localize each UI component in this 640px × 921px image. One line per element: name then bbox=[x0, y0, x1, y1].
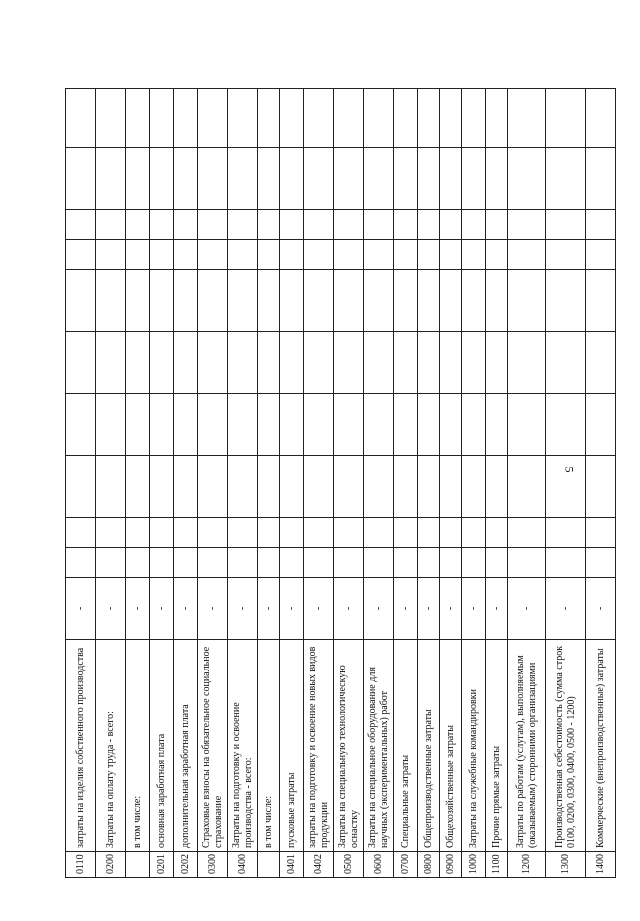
empty-cell bbox=[174, 332, 198, 394]
empty-cell bbox=[394, 548, 418, 578]
row-code: 0600 bbox=[364, 852, 394, 878]
empty-cell bbox=[228, 548, 258, 578]
empty-cell bbox=[150, 210, 174, 240]
empty-cell bbox=[304, 240, 334, 270]
row-code: 0400 bbox=[228, 852, 258, 878]
empty-cell bbox=[304, 394, 334, 456]
empty-cell bbox=[334, 332, 364, 394]
row-value: - bbox=[418, 578, 440, 640]
row-value: - bbox=[440, 578, 462, 640]
empty-cell bbox=[150, 270, 174, 332]
empty-cell bbox=[586, 456, 616, 518]
empty-cell bbox=[96, 89, 126, 148]
row-value: - bbox=[546, 578, 586, 640]
row-name: Коммерческие (внепроизводственные) затраты bbox=[586, 640, 616, 852]
empty-cell bbox=[66, 548, 96, 578]
empty-cell bbox=[462, 270, 486, 332]
empty-cell bbox=[198, 548, 228, 578]
empty-cell bbox=[304, 270, 334, 332]
empty-cell bbox=[508, 548, 546, 578]
empty-cell bbox=[508, 394, 546, 456]
empty-cell bbox=[486, 270, 508, 332]
empty-cell bbox=[280, 210, 304, 240]
empty-cell bbox=[508, 270, 546, 332]
empty-cell bbox=[280, 456, 304, 518]
empty-cell bbox=[198, 240, 228, 270]
empty-cell bbox=[304, 332, 334, 394]
empty-cell bbox=[440, 240, 462, 270]
table-row bbox=[96, 89, 126, 878]
empty-cell bbox=[508, 148, 546, 210]
row-code: 0201 bbox=[150, 852, 174, 878]
empty-cell bbox=[418, 332, 440, 394]
empty-cell bbox=[198, 89, 228, 148]
row-value: - bbox=[66, 578, 96, 640]
empty-cell bbox=[228, 240, 258, 270]
empty-cell bbox=[126, 332, 150, 394]
row-name: основная заработная плата bbox=[150, 640, 174, 852]
row-code: 0401 bbox=[280, 852, 304, 878]
empty-cell bbox=[462, 240, 486, 270]
empty-cell bbox=[586, 210, 616, 240]
empty-cell bbox=[418, 548, 440, 578]
empty-cell bbox=[126, 456, 150, 518]
row-code bbox=[126, 852, 150, 878]
empty-cell bbox=[486, 148, 508, 210]
empty-cell bbox=[462, 332, 486, 394]
empty-cell bbox=[486, 240, 508, 270]
empty-cell bbox=[462, 548, 486, 578]
empty-cell bbox=[418, 240, 440, 270]
rotated-table-wrapper bbox=[65, 88, 606, 878]
table-row bbox=[508, 89, 546, 878]
empty-cell bbox=[508, 210, 546, 240]
empty-cell bbox=[364, 548, 394, 578]
empty-cell bbox=[586, 518, 616, 548]
empty-cell bbox=[364, 89, 394, 148]
row-name: Затраты на специальную технологическую оснастку bbox=[334, 640, 364, 852]
empty-cell bbox=[334, 548, 364, 578]
empty-cell bbox=[198, 394, 228, 456]
table-row bbox=[280, 89, 304, 878]
empty-cell bbox=[126, 148, 150, 210]
empty-cell bbox=[126, 394, 150, 456]
empty-cell bbox=[508, 518, 546, 548]
empty-cell bbox=[304, 89, 334, 148]
empty-cell bbox=[364, 332, 394, 394]
empty-cell bbox=[126, 210, 150, 240]
empty-cell bbox=[462, 456, 486, 518]
empty-cell bbox=[334, 89, 364, 148]
empty-cell bbox=[66, 210, 96, 240]
empty-cell bbox=[198, 332, 228, 394]
row-name: в том числе: bbox=[258, 640, 280, 852]
empty-cell bbox=[486, 548, 508, 578]
row-code bbox=[258, 852, 280, 878]
empty-cell bbox=[364, 148, 394, 210]
empty-cell bbox=[546, 210, 586, 240]
empty-cell bbox=[258, 548, 280, 578]
table-row bbox=[364, 89, 394, 878]
empty-cell bbox=[334, 394, 364, 456]
row-value: - bbox=[364, 578, 394, 640]
empty-cell bbox=[228, 456, 258, 518]
empty-cell bbox=[198, 518, 228, 548]
row-name: в том числе: bbox=[126, 640, 150, 852]
empty-cell bbox=[440, 332, 462, 394]
row-value: - bbox=[394, 578, 418, 640]
empty-cell bbox=[150, 518, 174, 548]
row-code: 0110 bbox=[66, 852, 96, 878]
empty-cell bbox=[486, 89, 508, 148]
row-value: - bbox=[586, 578, 616, 640]
empty-cell bbox=[586, 270, 616, 332]
empty-cell bbox=[508, 240, 546, 270]
empty-cell bbox=[586, 148, 616, 210]
row-value: - bbox=[96, 578, 126, 640]
empty-cell bbox=[546, 240, 586, 270]
empty-cell bbox=[258, 240, 280, 270]
empty-cell bbox=[174, 148, 198, 210]
empty-cell bbox=[228, 89, 258, 148]
row-value: - bbox=[228, 578, 258, 640]
empty-cell bbox=[174, 548, 198, 578]
empty-cell bbox=[96, 210, 126, 240]
row-value: - bbox=[126, 578, 150, 640]
empty-cell bbox=[150, 89, 174, 148]
empty-cell bbox=[394, 456, 418, 518]
empty-cell bbox=[174, 518, 198, 548]
empty-cell bbox=[546, 518, 586, 548]
row-value: - bbox=[334, 578, 364, 640]
empty-cell bbox=[258, 270, 280, 332]
table-row bbox=[586, 89, 616, 878]
table-row bbox=[174, 89, 198, 878]
empty-cell bbox=[304, 148, 334, 210]
empty-cell bbox=[198, 270, 228, 332]
row-code: 0200 bbox=[96, 852, 126, 878]
empty-cell bbox=[440, 456, 462, 518]
table-row bbox=[258, 89, 280, 878]
empty-cell bbox=[418, 518, 440, 548]
empty-cell bbox=[586, 394, 616, 456]
empty-cell bbox=[280, 548, 304, 578]
row-name: затраты на изделия собственного производства bbox=[66, 640, 96, 852]
empty-cell bbox=[304, 548, 334, 578]
empty-cell bbox=[228, 210, 258, 240]
empty-cell bbox=[96, 240, 126, 270]
empty-cell bbox=[486, 210, 508, 240]
row-name: Страховые взносы на обязательное социальное страхование bbox=[198, 640, 228, 852]
row-name: Затраты по работам (услугам), выполняемым (оказываемым) сторонними организациями bbox=[508, 640, 546, 852]
empty-cell bbox=[486, 332, 508, 394]
row-value: - bbox=[258, 578, 280, 640]
empty-cell bbox=[364, 240, 394, 270]
empty-cell bbox=[508, 456, 546, 518]
empty-cell bbox=[364, 518, 394, 548]
empty-cell bbox=[96, 270, 126, 332]
empty-cell bbox=[546, 548, 586, 578]
empty-cell bbox=[198, 210, 228, 240]
table-row bbox=[418, 89, 440, 878]
empty-cell bbox=[126, 270, 150, 332]
row-code: 0202 bbox=[174, 852, 198, 878]
empty-cell bbox=[440, 89, 462, 148]
table-row bbox=[304, 89, 334, 878]
empty-cell bbox=[96, 456, 126, 518]
empty-cell bbox=[546, 394, 586, 456]
empty-cell bbox=[440, 210, 462, 240]
empty-cell bbox=[394, 89, 418, 148]
empty-cell bbox=[508, 89, 546, 148]
empty-cell bbox=[364, 456, 394, 518]
row-code: 0700 bbox=[394, 852, 418, 878]
empty-cell bbox=[334, 270, 364, 332]
row-code: 0500 bbox=[334, 852, 364, 878]
empty-cell bbox=[228, 148, 258, 210]
row-name: Затраты на подготовку и освоение производства - всего: bbox=[228, 640, 258, 852]
row-value: - bbox=[150, 578, 174, 640]
row-code: 1000 bbox=[462, 852, 486, 878]
empty-cell bbox=[258, 210, 280, 240]
empty-cell bbox=[66, 394, 96, 456]
empty-cell bbox=[586, 89, 616, 148]
empty-cell bbox=[486, 394, 508, 456]
empty-cell bbox=[96, 148, 126, 210]
empty-cell bbox=[440, 148, 462, 210]
row-code: 1100 bbox=[486, 852, 508, 878]
empty-cell bbox=[394, 518, 418, 548]
row-name: Затраты на служебные командировки bbox=[462, 640, 486, 852]
empty-cell bbox=[66, 518, 96, 548]
empty-cell bbox=[174, 270, 198, 332]
empty-cell bbox=[546, 89, 586, 148]
empty-cell bbox=[546, 270, 586, 332]
row-value: - bbox=[508, 578, 546, 640]
empty-cell bbox=[394, 270, 418, 332]
empty-cell bbox=[228, 518, 258, 548]
empty-cell bbox=[394, 332, 418, 394]
empty-cell bbox=[462, 89, 486, 148]
empty-cell bbox=[462, 210, 486, 240]
row-code: 1200 bbox=[508, 852, 546, 878]
empty-cell bbox=[546, 148, 586, 210]
empty-cell bbox=[462, 148, 486, 210]
empty-cell bbox=[418, 89, 440, 148]
row-code: 0900 bbox=[440, 852, 462, 878]
table-row bbox=[462, 89, 486, 878]
empty-cell bbox=[440, 518, 462, 548]
row-name: Затраты на оплату труда - всего: bbox=[96, 640, 126, 852]
empty-cell bbox=[150, 456, 174, 518]
empty-cell bbox=[418, 148, 440, 210]
row-name: Общепроизводственные затраты bbox=[418, 640, 440, 852]
empty-cell bbox=[508, 332, 546, 394]
empty-cell bbox=[418, 270, 440, 332]
empty-cell bbox=[280, 518, 304, 548]
empty-cell bbox=[228, 270, 258, 332]
empty-cell bbox=[334, 240, 364, 270]
empty-cell bbox=[228, 394, 258, 456]
empty-cell bbox=[96, 394, 126, 456]
empty-cell bbox=[418, 210, 440, 240]
empty-cell bbox=[66, 270, 96, 332]
empty-cell bbox=[462, 518, 486, 548]
table-row bbox=[486, 89, 508, 878]
empty-cell bbox=[334, 210, 364, 240]
empty-cell bbox=[462, 394, 486, 456]
empty-cell bbox=[66, 148, 96, 210]
empty-cell bbox=[258, 148, 280, 210]
empty-cell bbox=[394, 148, 418, 210]
empty-cell bbox=[66, 89, 96, 148]
empty-cell bbox=[96, 332, 126, 394]
empty-cell bbox=[150, 332, 174, 394]
row-name: Затраты на специальное оборудование для научных (экспериментальных) работ bbox=[364, 640, 394, 852]
row-value: - bbox=[304, 578, 334, 640]
row-name: пусковые затраты bbox=[280, 640, 304, 852]
empty-cell bbox=[304, 456, 334, 518]
empty-cell bbox=[126, 240, 150, 270]
empty-cell bbox=[258, 518, 280, 548]
empty-cell bbox=[150, 394, 174, 456]
empty-cell bbox=[304, 518, 334, 548]
empty-cell bbox=[258, 89, 280, 148]
empty-cell bbox=[440, 394, 462, 456]
empty-cell bbox=[174, 210, 198, 240]
table-row bbox=[546, 89, 586, 878]
empty-cell bbox=[96, 548, 126, 578]
row-code: 0402 bbox=[304, 852, 334, 878]
empty-cell bbox=[486, 456, 508, 518]
empty-cell bbox=[394, 394, 418, 456]
empty-cell bbox=[258, 332, 280, 394]
empty-cell bbox=[280, 270, 304, 332]
table-row bbox=[198, 89, 228, 878]
cost-table bbox=[65, 88, 616, 878]
table-row bbox=[228, 89, 258, 878]
empty-cell bbox=[334, 148, 364, 210]
empty-cell bbox=[334, 456, 364, 518]
empty-cell bbox=[418, 394, 440, 456]
row-code: 0800 bbox=[418, 852, 440, 878]
empty-cell bbox=[126, 548, 150, 578]
row-name: затраты на подготовку и освоение новых видов продукции bbox=[304, 640, 334, 852]
table-row bbox=[394, 89, 418, 878]
empty-cell bbox=[586, 240, 616, 270]
empty-cell bbox=[394, 240, 418, 270]
row-value: - bbox=[174, 578, 198, 640]
empty-cell bbox=[96, 518, 126, 548]
table-row bbox=[66, 89, 96, 878]
table-row bbox=[334, 89, 364, 878]
empty-cell bbox=[546, 456, 586, 518]
empty-cell bbox=[364, 270, 394, 332]
empty-cell bbox=[126, 89, 150, 148]
empty-cell bbox=[546, 332, 586, 394]
empty-cell bbox=[150, 240, 174, 270]
cost-table-container bbox=[65, 88, 606, 878]
empty-cell bbox=[304, 210, 334, 240]
empty-cell bbox=[150, 148, 174, 210]
empty-cell bbox=[174, 456, 198, 518]
empty-cell bbox=[586, 548, 616, 578]
empty-cell bbox=[66, 456, 96, 518]
empty-cell bbox=[440, 548, 462, 578]
empty-cell bbox=[126, 518, 150, 548]
row-name: Специальные затраты bbox=[394, 640, 418, 852]
row-code: 1400 bbox=[586, 852, 616, 878]
empty-cell bbox=[280, 240, 304, 270]
row-value: - bbox=[198, 578, 228, 640]
empty-cell bbox=[418, 456, 440, 518]
row-value: - bbox=[462, 578, 486, 640]
empty-cell bbox=[174, 89, 198, 148]
empty-cell bbox=[440, 270, 462, 332]
row-name: Производственная себестоимость (сумма строк 0100, 0200, 0300, 0400, 0500 - 1200) bbox=[546, 640, 586, 852]
table-row bbox=[126, 89, 150, 878]
empty-cell bbox=[486, 518, 508, 548]
empty-cell bbox=[280, 148, 304, 210]
empty-cell bbox=[364, 210, 394, 240]
row-value: - bbox=[280, 578, 304, 640]
row-name: Прочие прямые затраты bbox=[486, 640, 508, 852]
table-row bbox=[440, 89, 462, 878]
empty-cell bbox=[228, 332, 258, 394]
row-value: - bbox=[486, 578, 508, 640]
empty-cell bbox=[280, 332, 304, 394]
row-name: Общехозяйственные затраты bbox=[440, 640, 462, 852]
empty-cell bbox=[394, 210, 418, 240]
table-row bbox=[150, 89, 174, 878]
empty-cell bbox=[280, 394, 304, 456]
empty-cell bbox=[364, 394, 394, 456]
row-code: 1300 bbox=[546, 852, 586, 878]
empty-cell bbox=[258, 456, 280, 518]
row-code: 0300 bbox=[198, 852, 228, 878]
empty-cell bbox=[198, 456, 228, 518]
empty-cell bbox=[174, 240, 198, 270]
empty-cell bbox=[334, 518, 364, 548]
empty-cell bbox=[258, 394, 280, 456]
empty-cell bbox=[198, 148, 228, 210]
empty-cell bbox=[66, 332, 96, 394]
empty-cell bbox=[66, 240, 96, 270]
row-name: дополнительная заработная плата bbox=[174, 640, 198, 852]
empty-cell bbox=[280, 89, 304, 148]
empty-cell bbox=[586, 332, 616, 394]
empty-cell bbox=[174, 394, 198, 456]
empty-cell bbox=[150, 548, 174, 578]
page-number: 5 bbox=[562, 466, 577, 473]
